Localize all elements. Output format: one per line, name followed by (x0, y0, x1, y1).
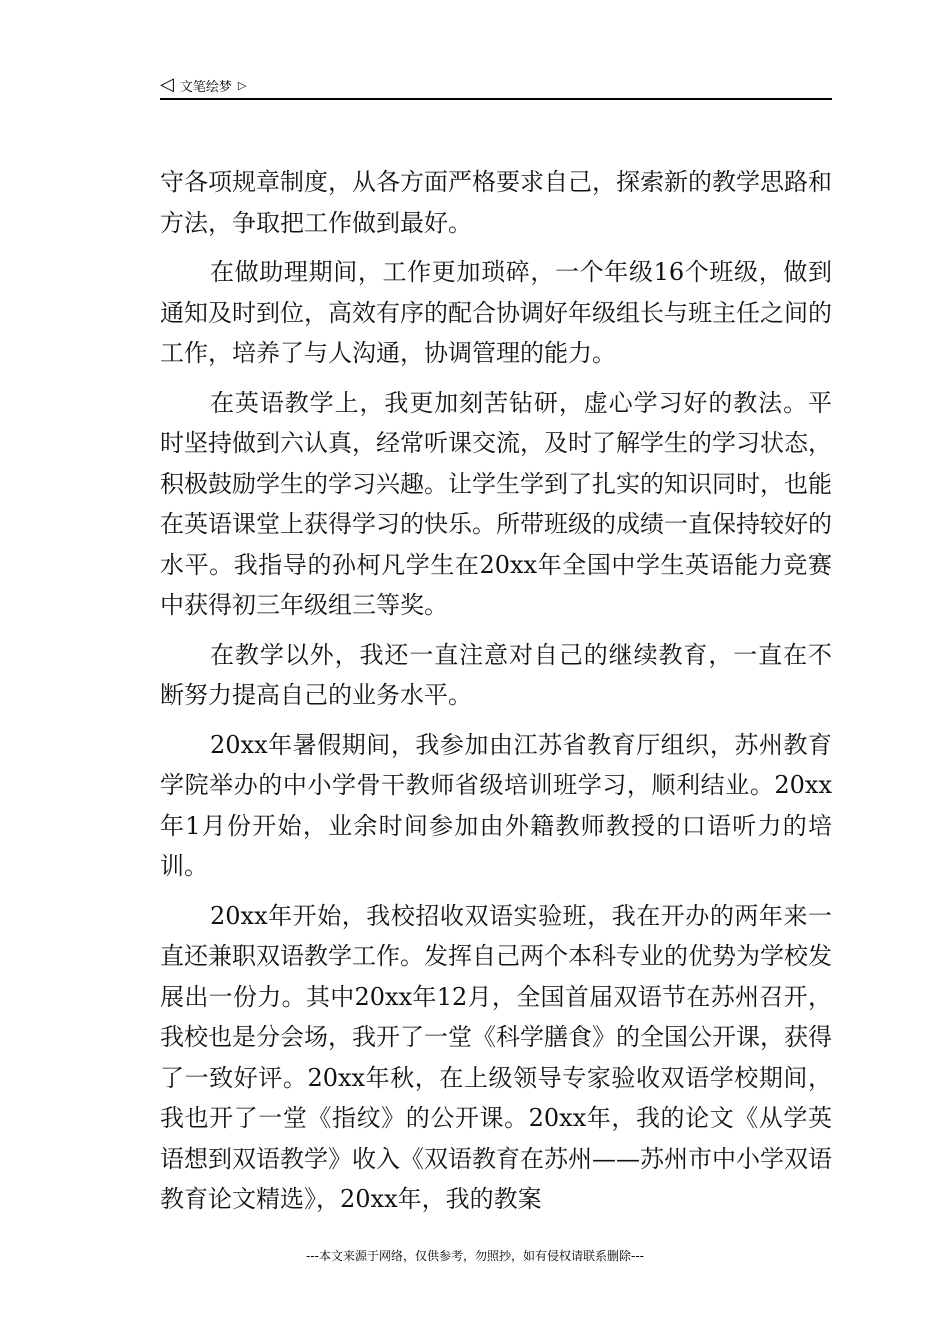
paragraph-6: 20xx年开始，我校招收双语实验班，我在开办的两年来一直还兼职双语教学工作。发挥自己两个本科专业的优势为学校发展出一份力。其中20xx年12月，全国首届双语节在苏州召开，我校也是分会场，我开了一堂《科学膳食》的全国公开课，获得了一致好评。20xx年秋，在上级领导专家验收双语学校期间，我也开了一堂《指纹》的公开课。20xx年，我的论文《从学英语想到双语教学》收入《双语教育在苏州——苏州市中小学双语教育论文精选》，20xx年，我的教案 (160, 901, 832, 1213)
page-footer: ---本文来源于网络，仅供参考，勿照抄，如有侵权请联系删除--- (306, 1249, 644, 1263)
header-title: 文笔绘梦 (179, 79, 232, 95)
paragraph-2: 在做助理期间，工作更加琐碎，一个年级16个班级，做到通知及时到位，高效有序的配合协调好年级组长与班主任之间的工作，培养了与人沟通，协调管理的能力。 (160, 258, 832, 367)
paragraph-3: 在英语教学上，我更加刻苦钻研，虚心学习好的教法。平时坚持做到六认真，经常听课交流，及时了解学生的学习状态，积极鼓励学生的学习兴趣。让学生学到了扎实的知识同时，也能在英语课堂上获得学习的快乐。所带班级的成绩一直保持较好的水平。我指导的孙柯凡学生在20xx年全国中学生英语能力竞赛中获得初三年级组三等奖。 (160, 388, 832, 619)
paragraph-1: 守各项规章制度，从各方面严格要求自己，探索新的教学思路和方法，争取把工作做到最好。 (160, 168, 832, 237)
paragraph-5: 20xx年暑假期间，我参加由江苏省教育厅组织，苏州教育学院举办的中小学骨干教师省级培训班学习，顺利结业。20xx年1月份开始，业余时间参加由外籍教师教授的口语听力的培训。 (160, 730, 832, 880)
left-triangle-icon: ◁ (160, 74, 174, 95)
document-body (160, 162, 832, 1229)
paragraph-4: 在教学以外，我还一直注意对自己的继续教育，一直在不断努力提高自己的业务水平。 (160, 640, 832, 709)
page-header (160, 72, 832, 100)
right-triangle-icon: ▷ (237, 78, 247, 92)
